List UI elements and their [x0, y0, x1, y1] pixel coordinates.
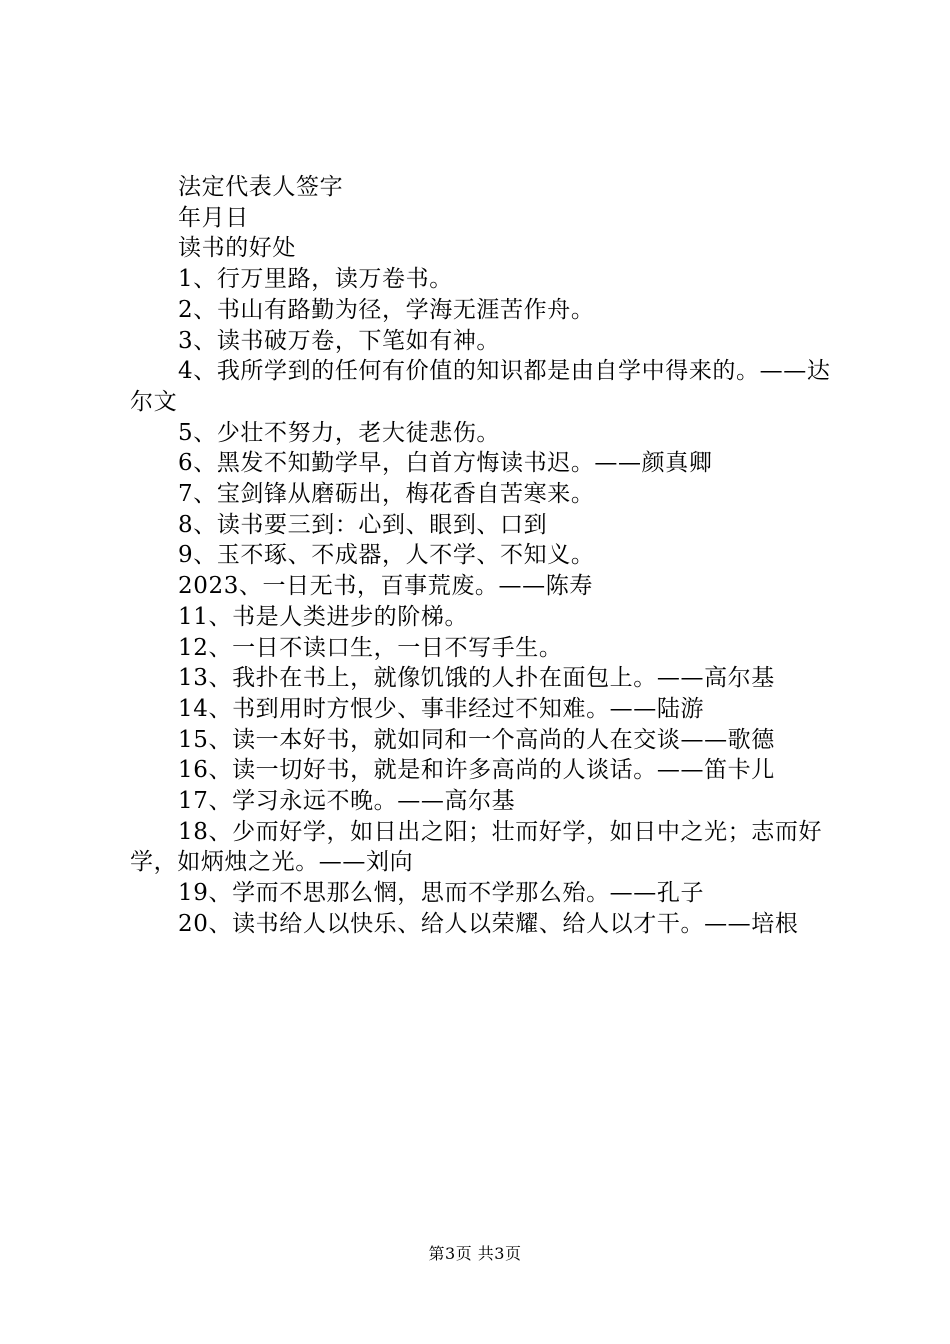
- list-item: 16、读一切好书，就是和许多高尚的人谈话。——笛卡儿: [178, 757, 775, 784]
- date-label: 年月日: [178, 204, 249, 231]
- document-body: [130, 172, 850, 940]
- list-item: 12、一日不读口生，一日不写手生。: [178, 634, 563, 661]
- list-item: 13、我扑在书上，就像饥饿的人扑在面包上。——高尔基: [178, 665, 775, 692]
- list-item: 3、读书破万卷，下笔如有神。: [178, 327, 501, 354]
- list-item: 19、学而不思那么惘，思而不学那么殆。——孔子: [178, 880, 705, 907]
- list-item: 11、书是人类进步的阶梯。: [178, 603, 469, 630]
- list-item: 2、书山有路勤为径，学海无涯苦作舟。: [178, 296, 595, 323]
- section-heading: 读书的好处: [178, 235, 296, 262]
- list-item: 5、少壮不努力，老大徒悲伤。: [178, 419, 501, 446]
- list-item: 20、读书给人以快乐、给人以荣耀、给人以才干。——培根: [178, 910, 799, 937]
- signature-label: 法定代表人签字: [178, 174, 344, 200]
- list-item: 7、宝剑锋从磨砺出，梅花香自苦寒来。: [178, 481, 595, 508]
- page-number-footer: 第3页 共3页: [428, 1244, 522, 1263]
- list-item: 4、我所学到的任何有价值的知识都是由自学中得来的。——达尔文: [130, 358, 831, 415]
- list-item: 14、书到用时方恨少、事非经过不知难。——陆游: [178, 695, 705, 722]
- list-item: 15、读一本好书，就如同和一个高尚的人在交谈——歌德: [178, 726, 775, 753]
- list-item: 17、学习永远不晚。——高尔基: [178, 788, 516, 815]
- list-item: 9、玉不琢、不成器，人不学、不知义。: [178, 542, 595, 569]
- list-item: 6、黑发不知勤学早，白首方悔读书迟。——颜真卿: [178, 450, 713, 477]
- list-item: 18、少而好学，如日出之阳；壮而好学，如日中之光；志而好学，如炳烛之光。——刘向: [130, 818, 823, 876]
- list-item: 8、读书要三到：心到、眼到、口到: [178, 511, 548, 538]
- list-item: 1、行万里路，读万卷书。: [178, 266, 453, 293]
- list-item: 2023、一日无书，百事荒废。——陈寿: [178, 573, 593, 600]
